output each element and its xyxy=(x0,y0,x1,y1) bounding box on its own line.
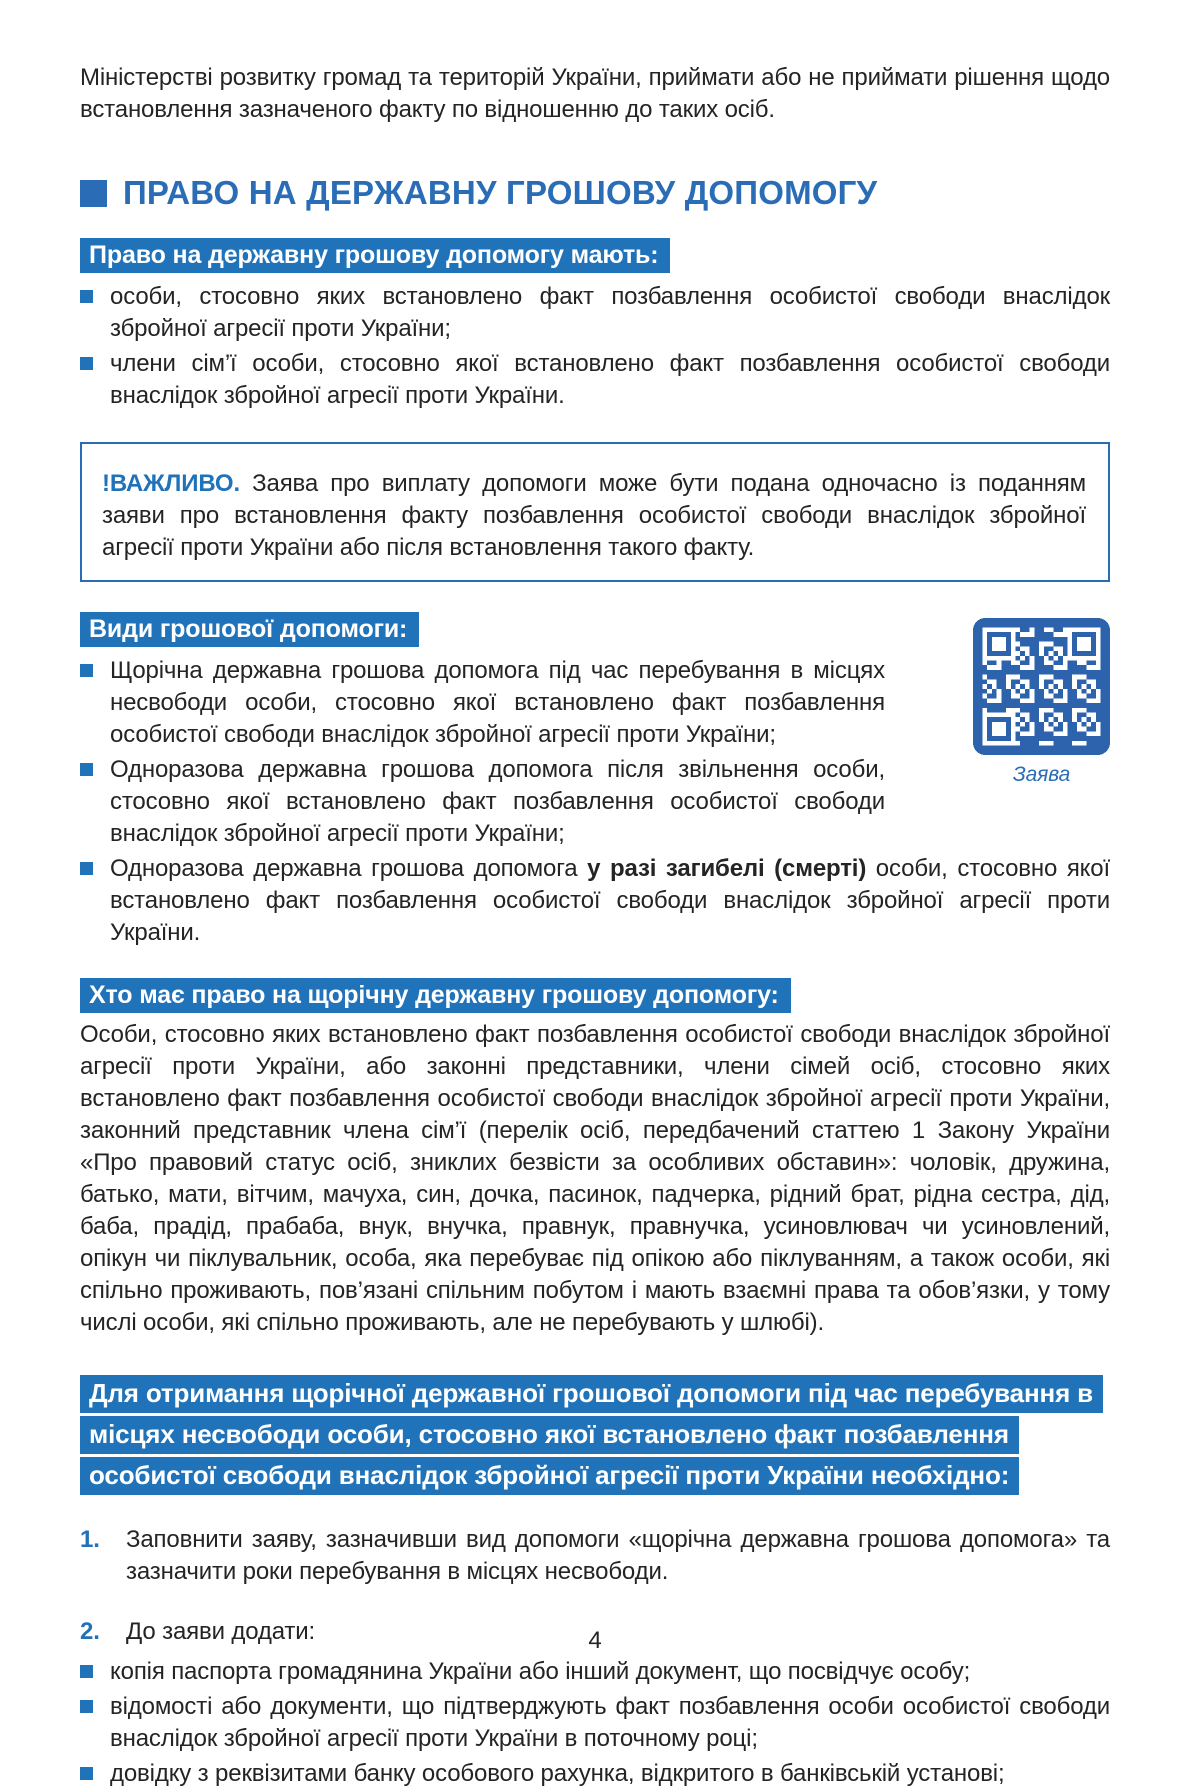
eligibility-list xyxy=(80,281,1110,412)
list-item xyxy=(80,281,1110,345)
list-item-text: Щорічна державна грошова допомога під час перебування в місцях несвободи особи, стосовно якої встановлено факт позбавлення особистої свободи внаслідок збройної агресії проти України; xyxy=(110,657,885,748)
list-item-text xyxy=(110,853,1110,949)
qr-code-icon xyxy=(973,618,1110,755)
list-item-text: Одноразова державна грошова допомога після звільнення особи, стосовно якої встановлено факт позбавлення особистої свободи внаслідок збройної агресії проти України; xyxy=(110,756,885,847)
step-number: 1. xyxy=(80,1526,100,1553)
list-item xyxy=(80,655,885,751)
how-heading-text: Для отримання щорічної державної грошової допомоги під час перебування в місцях несвободи особи, стосовно якої встановлено факт позбавлення особистої свободи внаслідок збройної агресії проти України необхідно: xyxy=(80,1375,1103,1495)
list-item-text-pre: Одноразова державна грошова допомога xyxy=(110,855,588,882)
bullet-square-icon xyxy=(80,357,93,370)
bullet-square-icon xyxy=(80,1700,93,1713)
list-item xyxy=(80,1656,1110,1688)
intro-paragraph: Міністерстві розвитку громад та територій України, приймати або не приймати рішення щодо встановлення зазначеного факту по відношенню до таких осіб. xyxy=(80,64,1110,123)
important-note-box xyxy=(80,442,1110,582)
list-item xyxy=(80,1758,1110,1790)
list-item xyxy=(80,754,885,850)
eligibility-label: Право на державну грошову допомогу мають: xyxy=(80,238,670,273)
section-title xyxy=(80,174,1110,212)
list-item-text: відомості або документи, що підтверджують факт позбавлення особи особистої свободи внаслідок збройної агресії проти України в поточному році; xyxy=(110,1693,1110,1752)
bullet-square-icon xyxy=(80,862,93,875)
list-item-text: особи, стосовно яких встановлено факт позбавлення особистої свободи внаслідок збройної агресії проти України; xyxy=(110,283,1110,342)
list-item-text-bold: у разі загибелі (смерті) xyxy=(587,855,867,882)
list-item xyxy=(80,348,1110,412)
bullet-square-icon xyxy=(80,1767,93,1780)
important-text: Заява про виплату допомоги може бути подана одночасно із поданням заяви про встановлення факту позбавлення особистої свободи внаслідок збройної агресії проти України або після встановлення такого факту. xyxy=(102,470,1086,561)
who-paragraph: Особи, стосовно яких встановлено факт позбавлення особистої свободи внаслідок збройної агресії проти України, або законні представники, члени сімей осіб, стосовно яких встановлено факт позбавлення особистої свободи внаслідок збройної агресії проти України, законний представник члена сім’ї (перелік осіб, передбачений статтею 1 Закону України «Про правовий статус осіб, зниклих безвісти за особливих обставин»: чоловік, дружина, батько, мати, вітчим, мачуха, син, дочка, пасинок, падчерка, рідний брат, рідна сестра, дід, баба, прадід, прабаба, внук, внучка, правнук, правнучка, усиновлювач чи усиновлений, опікун чи піклувальник, особа, яка перебуває під опікою або піклуванням, а також особи, які спільно проживають, пов’язані спільним побутом і мають взаємні права та обов’язки, у тому числі особи, які спільно проживають, але не перебувають у шлюбі). xyxy=(80,1021,1110,1336)
types-section xyxy=(80,586,1110,952)
qr-block xyxy=(973,618,1110,787)
bullet-square-icon xyxy=(80,763,93,776)
step-number: 2. xyxy=(80,1618,100,1645)
section-title-text: ПРАВО НА ДЕРЖАВНУ ГРОШОВУ ДОПОМОГУ xyxy=(123,174,878,211)
types-list xyxy=(80,655,1110,949)
list-item xyxy=(80,853,1110,949)
important-note-paragraph xyxy=(102,468,1086,564)
qr-caption: Заява xyxy=(1012,763,1071,786)
section-square-icon xyxy=(80,180,107,207)
page-number: 4 xyxy=(588,1627,602,1654)
list-item-text: довідку з реквізитами банку особового рахунка, відкритого в банківській установі; xyxy=(110,1760,1005,1787)
important-label: !ВАЖЛИВО. xyxy=(102,470,240,497)
types-label: Види грошової допомоги: xyxy=(80,612,419,647)
list-item-text-post: особи, стосовно якої встановлено факт позбавлення особистої свободи внаслідок збройної агресії проти України. xyxy=(110,855,1110,946)
step-text: Заповнити заяву, зазначивши вид допомоги «щорічна державна грошова допомога» та зазначити роки перебування в місцях несвободи. xyxy=(126,1526,1110,1585)
step-item xyxy=(80,1524,1110,1588)
bullet-square-icon xyxy=(80,1665,93,1678)
bullet-square-icon xyxy=(80,664,93,677)
attachments-list xyxy=(80,1656,1110,1790)
list-item-text: копія паспорта громадянина України або інший документ, що посвідчує особу; xyxy=(110,1658,971,1685)
list-item xyxy=(80,1691,1110,1755)
step-text: До заяви додати: xyxy=(126,1618,316,1645)
who-label: Хто має право на щорічну державну грошову допомогу: xyxy=(80,978,791,1013)
how-heading xyxy=(80,1373,1110,1496)
list-item-text: члени сім’ї особи, стосовно якої встановлено факт позбавлення особистої свободи внаслідок збройної агресії проти України. xyxy=(110,350,1110,409)
bullet-square-icon xyxy=(80,290,93,303)
